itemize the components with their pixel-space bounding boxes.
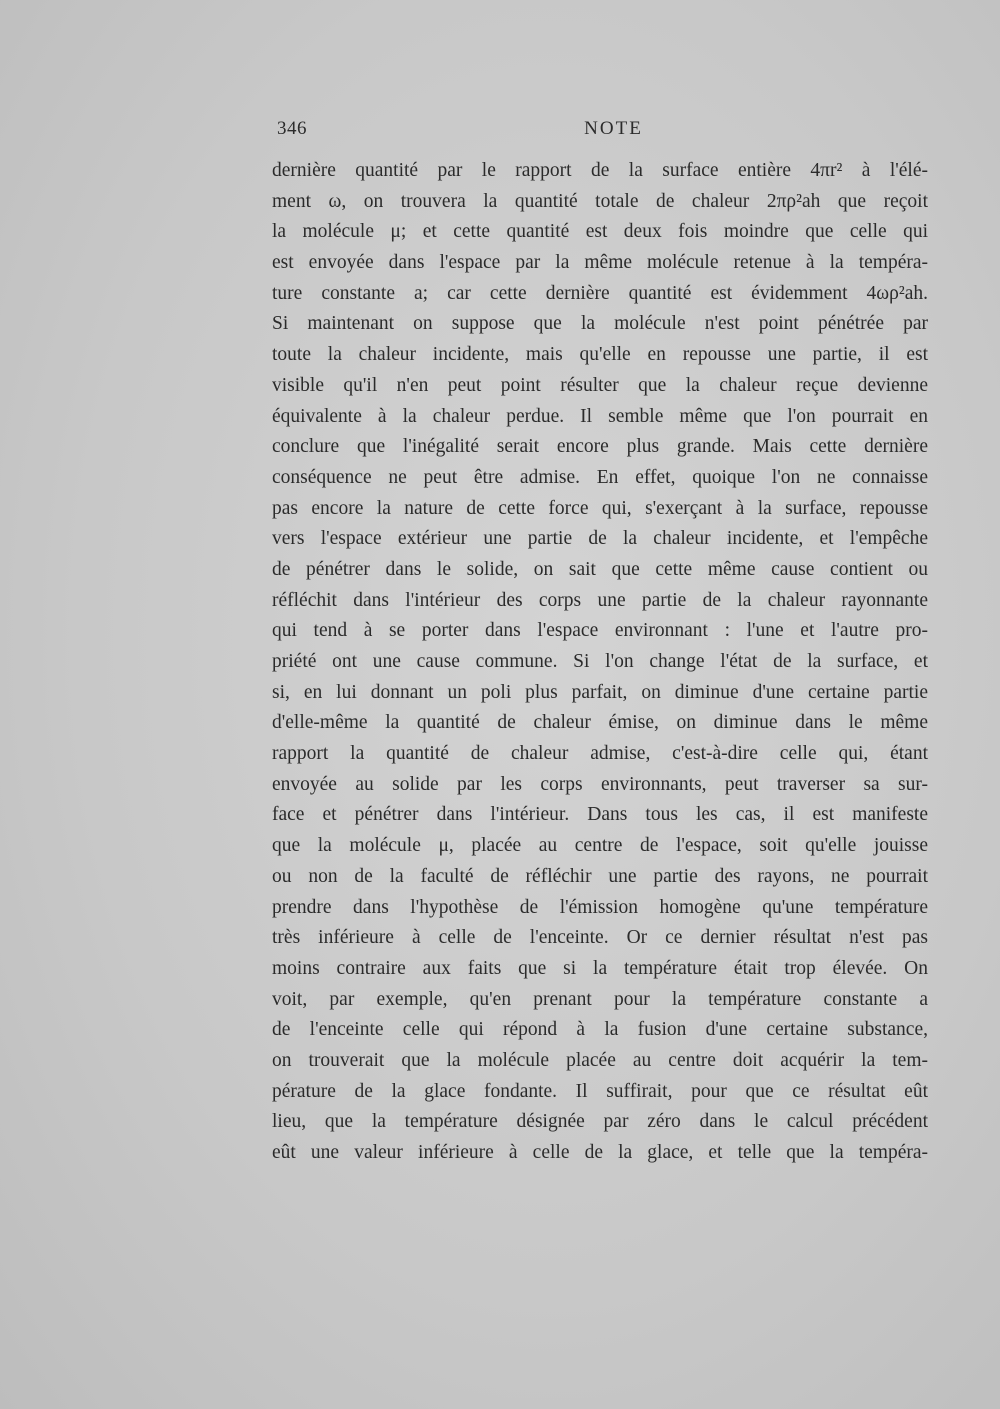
text-line: très inférieure à celle de l'enceinte. Or ce dernier résultat n'est pas bbox=[272, 927, 928, 949]
text-line: on trouverait que la molécule placée au centre doit acquérir la tem- bbox=[272, 1049, 928, 1071]
text-line: ment ω, on trouvera la quantité totale de chaleur 2πρ²ah que reçoit bbox=[272, 190, 928, 212]
text-line: moins contraire aux faits que si la température était trop élevée. On bbox=[272, 957, 928, 979]
text-line: réfléchit dans l'intérieur des corps une partie de la chaleur rayonnante bbox=[272, 589, 928, 611]
text-line: face et pénétrer dans l'intérieur. Dans tous les cas, il est manifeste bbox=[272, 804, 928, 826]
text-line: pérature de la glace fondante. Il suffirait, pour que ce résultat eût bbox=[272, 1080, 928, 1102]
running-title: NOTE bbox=[584, 118, 643, 139]
text-line: visible qu'il n'en peut point résulter que la chaleur reçue devienne bbox=[272, 374, 928, 396]
text-line: vers l'espace extérieur une partie de la chaleur incidente, et l'empêche bbox=[272, 528, 928, 550]
text-line: conséquence ne peut être admise. En effet, quoique l'on ne connaisse bbox=[272, 466, 928, 488]
text-line: est envoyée dans l'espace par la même molécule retenue à la tempéra- bbox=[272, 252, 928, 274]
text-line: envoyée au solide par les corps environnants, peut traverser sa sur- bbox=[272, 773, 928, 795]
text-line: si, en lui donnant un poli plus parfait, on diminue d'une certaine partie bbox=[272, 681, 928, 703]
text-line: la molécule μ; et cette quantité est deux fois moindre que celle qui bbox=[272, 221, 928, 243]
text-line: ture constante a; car cette dernière quantité est évidemment 4ωρ²ah. bbox=[272, 282, 928, 304]
text-line: rapport la quantité de chaleur admise, c'est-à-dire celle qui, étant bbox=[272, 743, 928, 765]
text-line: qui tend à se porter dans l'espace environnant : l'une et l'autre pro- bbox=[272, 620, 928, 642]
text-line: priété ont une cause commune. Si l'on change l'état de la surface, et bbox=[272, 651, 928, 672]
text-line: que la molécule μ, placée au centre de l'espace, soit qu'elle jouisse bbox=[272, 835, 928, 857]
text-line: d'elle-même la quantité de chaleur émise, on diminue dans le même bbox=[272, 712, 928, 734]
body-text bbox=[272, 156, 928, 1169]
text-line: eût une valeur inférieure à celle de la glace, et telle que la tempéra- bbox=[272, 1142, 928, 1163]
page-number: 346 bbox=[277, 118, 307, 139]
text-line: voit, par exemple, qu'en prenant pour la température constante a bbox=[272, 988, 928, 1010]
text-line: dernière quantité par le rapport de la surface entière 4πr² à l'élé- bbox=[272, 160, 928, 181]
text-line: prendre dans l'hypothèse de l'émission homogène qu'une température bbox=[272, 896, 928, 918]
text-line: de l'enceinte celle qui répond à la fusion d'une certaine substance, bbox=[272, 1019, 928, 1041]
page-header bbox=[277, 118, 930, 144]
text-line: équivalente à la chaleur perdue. Il semble même que l'on pourrait en bbox=[272, 405, 928, 427]
text-line: Si maintenant on suppose que la molécule n'est point pénétrée par bbox=[272, 313, 928, 335]
text-line: ou non de la faculté de réfléchir une partie des rayons, ne pourrait bbox=[272, 865, 928, 887]
text-line: toute la chaleur incidente, mais qu'elle en repousse une partie, il est bbox=[272, 344, 928, 366]
text-line: de pénétrer dans le solide, on sait que cette même cause contient ou bbox=[272, 558, 928, 580]
text-line: lieu, que la température désignée par zéro dans le calcul précédent bbox=[272, 1111, 928, 1133]
text-line: conclure que l'inégalité serait encore plus grande. Mais cette dernière bbox=[272, 436, 928, 458]
text-line: pas encore la nature de cette force qui, s'exerçant à la surface, repousse bbox=[272, 497, 928, 519]
